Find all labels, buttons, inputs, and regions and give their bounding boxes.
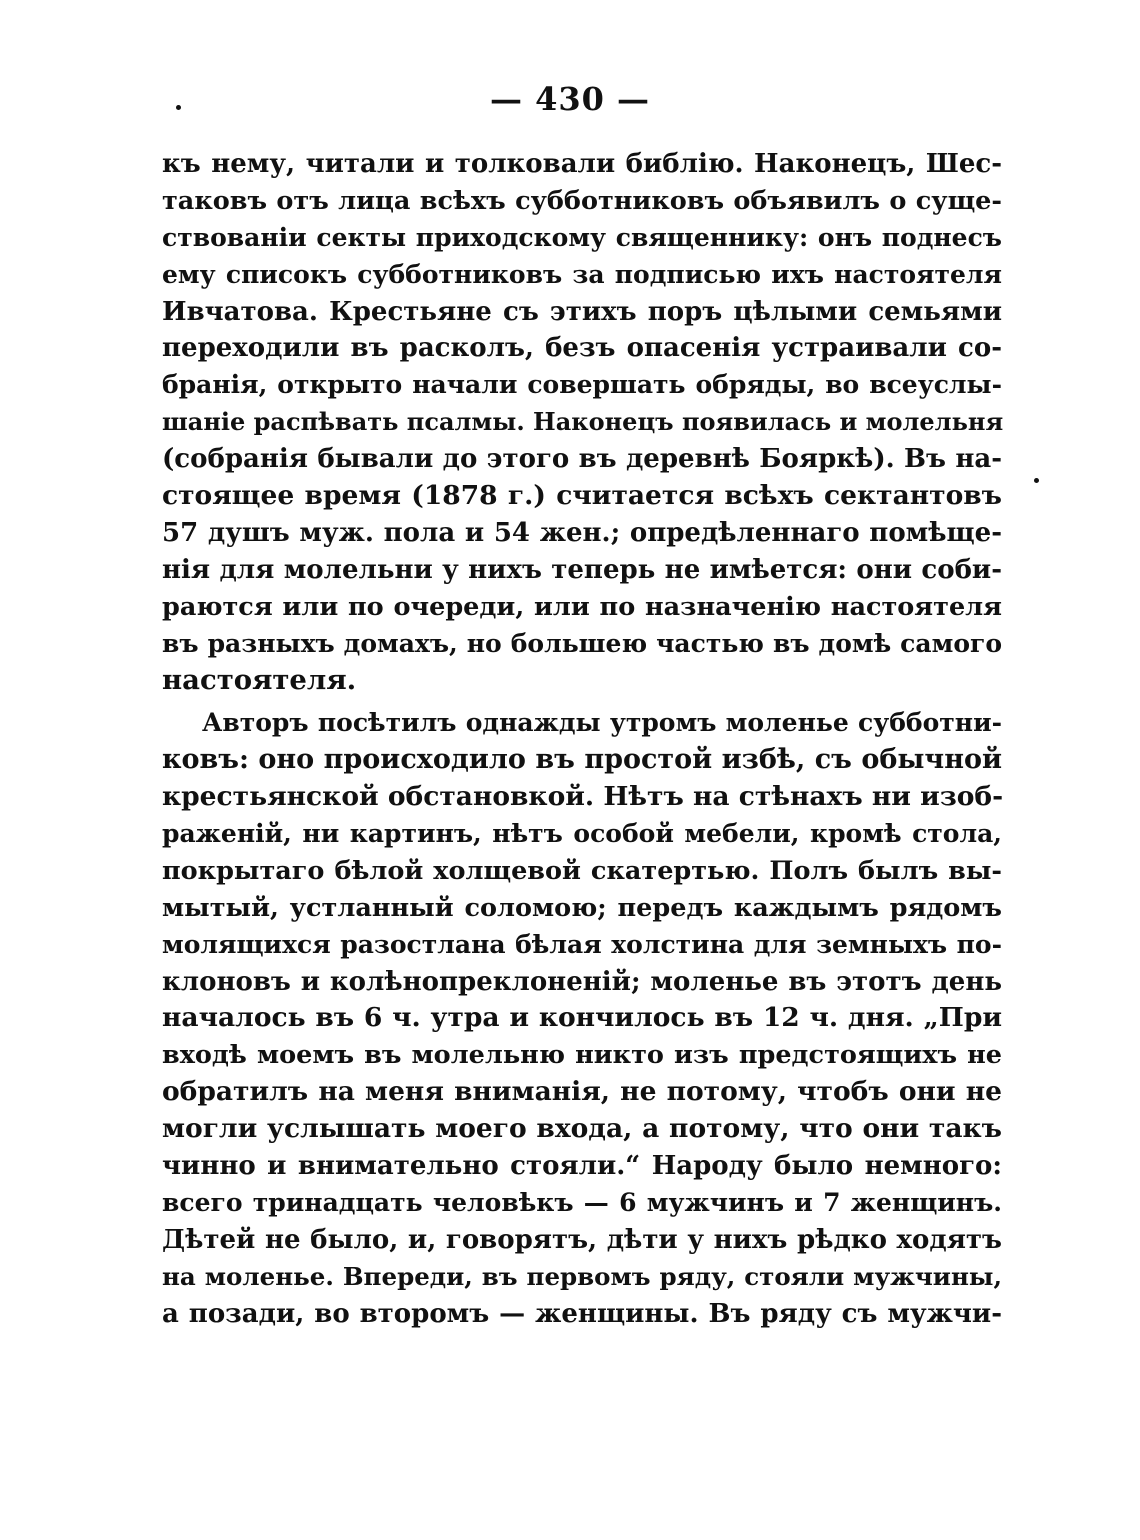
text-line: шаніе распѣвать псалмы. Наконецъ появилась и молельня <box>162 407 1004 437</box>
text-line: началось въ 6 ч. утра и кончилось въ 12 ч. дня. „При <box>162 1002 1002 1034</box>
text-line: могли услышать моего входа, а потому, что они такъ <box>162 1113 1002 1145</box>
text-line: ствованіи секты приходскому священнику: онъ поднесъ <box>162 222 1002 252</box>
text-line: стоящее время (1878 г.) считается всѣхъ сектантовъ <box>162 480 1002 512</box>
text-line: къ нему, читали и толковали библію. Наконецъ, Шес- <box>162 149 1002 179</box>
page-body <box>162 146 1002 1333</box>
text-line: въ разныхъ домахъ, но большею частью въ домѣ самого <box>162 628 1002 658</box>
paragraph-2 <box>162 705 1002 1332</box>
text-line: чинно и внимательно стояли.“ Народу было немного: <box>162 1151 1002 1182</box>
paragraph-1 <box>162 146 1002 699</box>
text-line: входѣ моемъ въ молельню никто изъ предстоящихъ не <box>162 1040 1002 1071</box>
text-line: (собранія бывали до этого въ деревнѣ Бояркѣ). Въ на- <box>162 444 1002 475</box>
text-line: таковъ отъ лица всѣхъ субботниковъ объявилъ о суще- <box>162 185 1002 216</box>
text-line: всего тринадцать человѣкъ — 6 мужчинъ и 7 женщинъ. <box>162 1187 1002 1217</box>
text-line: клоновъ и колѣнопреклоненій; моленье въ этотъ день <box>162 966 1002 997</box>
text-line: 57 душъ муж. пола и 54 жен.; опредѣленнаго помѣще- <box>162 517 1002 548</box>
text-line: на моленье. Впереди, въ первомъ ряду, стояли мужчины, <box>162 1261 1002 1291</box>
text-line: а позади, во второмъ — женщины. Въ ряду съ мужчи- <box>162 1298 1002 1329</box>
text-line: Ивчатова. Крестьяне съ этихъ поръ цѣлыми семьями <box>162 296 1002 327</box>
text-line: ему списокъ субботниковъ за подписью ихъ настоятеля <box>162 259 1002 289</box>
text-line: переходили въ расколъ, безъ опасенія устраивали со- <box>162 333 1002 364</box>
margin-dot-right <box>1034 478 1039 483</box>
margin-dot-left <box>176 105 181 110</box>
text-line: молящихся разостлана бѣлая холстина для земныхъ по- <box>162 929 1002 959</box>
text-line: нія для молельни у нихъ теперь не имѣется: они соби- <box>162 554 1002 585</box>
text-line: мытый, устланный соломою; передъ каждымъ рядомъ <box>162 892 1002 923</box>
page-number: — 430 — <box>489 80 651 118</box>
text-line: обратилъ на меня вниманія, не потому, чтобъ они не <box>162 1076 1002 1108</box>
text-line: раженій, ни картинъ, нѣтъ особой мебели, кромѣ стола, <box>162 819 1002 849</box>
text-line: бранія, открыто начали совершать обряды, во всеуслы- <box>162 370 1002 400</box>
text-line: Авторъ посѣтилъ однажды утромъ моленье субботни- <box>202 708 1002 738</box>
text-line: Дѣтей не было, и, говорятъ, дѣти у нихъ рѣдко ходятъ <box>162 1224 1002 1255</box>
text-line: ковъ: оно происходило въ простой избѣ, съ обычной <box>162 744 1002 776</box>
text-line: покрытаго бѣлой холщевой скатертью. Полъ былъ вы- <box>162 855 1002 886</box>
text-line: раются или по очереди, или по назначенію настоятеля <box>162 591 1002 622</box>
text-line: крестьянской обстановкой. Нѣтъ на стѣнахъ ни изоб- <box>162 781 1004 813</box>
text-line: настоятеля. <box>162 664 357 697</box>
